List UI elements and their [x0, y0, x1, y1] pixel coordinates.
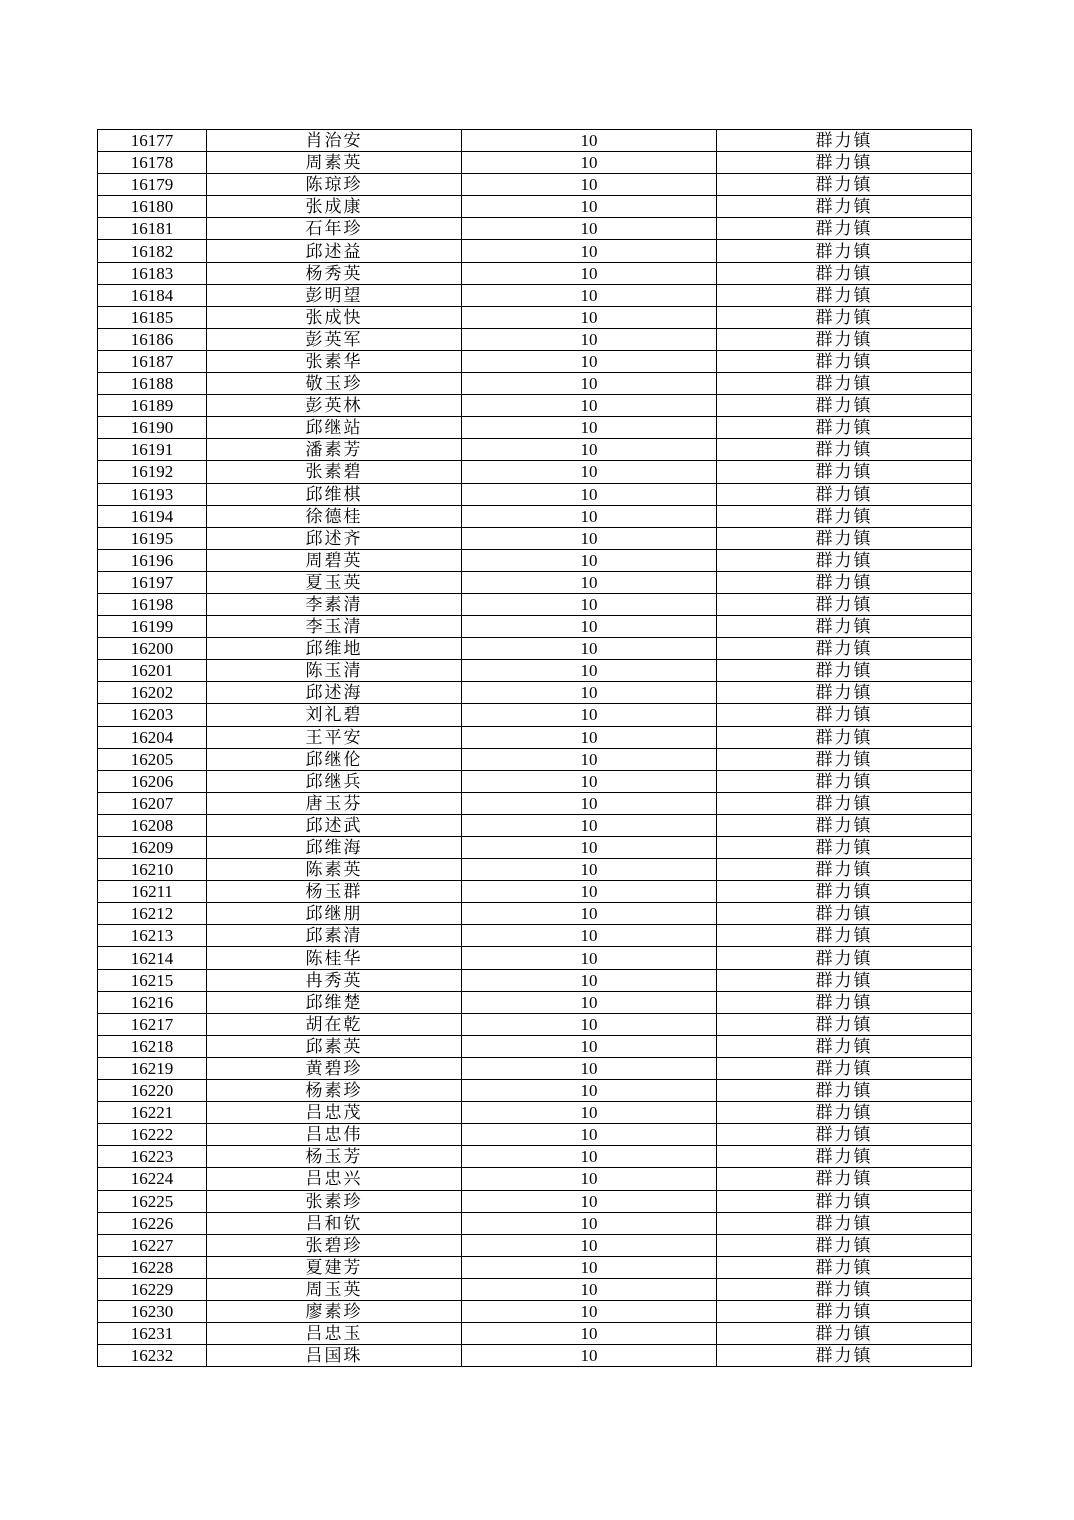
- row-id-cell: 16206: [98, 770, 207, 792]
- name-cell: 周碧英: [207, 549, 462, 571]
- name-cell: 邱继兵: [207, 770, 462, 792]
- name-cell: 吕忠茂: [207, 1102, 462, 1124]
- town-cell: 群力镇: [717, 814, 972, 836]
- table-row: [98, 1345, 972, 1367]
- row-id-cell: 16219: [98, 1057, 207, 1079]
- table-row: [98, 549, 972, 571]
- row-id-cell: 16226: [98, 1212, 207, 1234]
- table-row: [98, 660, 972, 682]
- amount-cell: 10: [462, 549, 717, 571]
- row-id-cell: 16185: [98, 306, 207, 328]
- town-cell: 群力镇: [717, 373, 972, 395]
- name-cell: 张碧珍: [207, 1234, 462, 1256]
- table-row: [98, 439, 972, 461]
- name-cell: 黄碧珍: [207, 1057, 462, 1079]
- amount-cell: 10: [462, 1190, 717, 1212]
- town-cell: 群力镇: [717, 174, 972, 196]
- town-cell: 群力镇: [717, 969, 972, 991]
- amount-cell: 10: [462, 571, 717, 593]
- name-cell: 夏玉英: [207, 571, 462, 593]
- amount-cell: 10: [462, 395, 717, 417]
- name-cell: 邱继站: [207, 417, 462, 439]
- row-id-cell: 16181: [98, 218, 207, 240]
- row-id-cell: 16207: [98, 792, 207, 814]
- name-cell: 邱继伦: [207, 748, 462, 770]
- row-id-cell: 16198: [98, 593, 207, 615]
- amount-cell: 10: [462, 638, 717, 660]
- town-cell: 群力镇: [717, 483, 972, 505]
- row-id-cell: 16209: [98, 837, 207, 859]
- table-row: [98, 638, 972, 660]
- table-row: [98, 881, 972, 903]
- amount-cell: 10: [462, 373, 717, 395]
- town-cell: 群力镇: [717, 1323, 972, 1345]
- table-row: [98, 1212, 972, 1234]
- row-id-cell: 16189: [98, 395, 207, 417]
- row-id-cell: 16212: [98, 903, 207, 925]
- amount-cell: 10: [462, 925, 717, 947]
- amount-cell: 10: [462, 859, 717, 881]
- town-cell: 群力镇: [717, 704, 972, 726]
- amount-cell: 10: [462, 1345, 717, 1367]
- town-cell: 群力镇: [717, 152, 972, 174]
- amount-cell: 10: [462, 1124, 717, 1146]
- name-cell: 李素清: [207, 593, 462, 615]
- table-row: [98, 991, 972, 1013]
- row-id-cell: 16192: [98, 461, 207, 483]
- row-id-cell: 16187: [98, 350, 207, 372]
- row-id-cell: 16227: [98, 1234, 207, 1256]
- table-row: [98, 770, 972, 792]
- table-row: [98, 1234, 972, 1256]
- town-cell: 群力镇: [717, 130, 972, 152]
- name-cell: 胡在乾: [207, 1013, 462, 1035]
- table-row: [98, 417, 972, 439]
- name-cell: 张素碧: [207, 461, 462, 483]
- name-cell: 陈玉清: [207, 660, 462, 682]
- row-id-cell: 16188: [98, 373, 207, 395]
- name-cell: 唐玉芬: [207, 792, 462, 814]
- name-cell: 廖素珍: [207, 1300, 462, 1322]
- amount-cell: 10: [462, 483, 717, 505]
- town-cell: 群力镇: [717, 1102, 972, 1124]
- row-id-cell: 16228: [98, 1256, 207, 1278]
- amount-cell: 10: [462, 328, 717, 350]
- town-cell: 群力镇: [717, 439, 972, 461]
- row-id-cell: 16222: [98, 1124, 207, 1146]
- amount-cell: 10: [462, 1080, 717, 1102]
- name-cell: 陈素英: [207, 859, 462, 881]
- name-cell: 邱维棋: [207, 483, 462, 505]
- table-row: [98, 1323, 972, 1345]
- name-cell: 邱素清: [207, 925, 462, 947]
- table-row: [98, 1278, 972, 1300]
- row-id-cell: 16197: [98, 571, 207, 593]
- row-id-cell: 16190: [98, 417, 207, 439]
- town-cell: 群力镇: [717, 881, 972, 903]
- name-cell: 吕忠兴: [207, 1168, 462, 1190]
- table-row: [98, 350, 972, 372]
- row-id-cell: 16213: [98, 925, 207, 947]
- table-row: [98, 1080, 972, 1102]
- table-row: [98, 130, 972, 152]
- name-cell: 邱维楚: [207, 991, 462, 1013]
- name-cell: 邱维海: [207, 837, 462, 859]
- amount-cell: 10: [462, 593, 717, 615]
- town-cell: 群力镇: [717, 328, 972, 350]
- row-id-cell: 16200: [98, 638, 207, 660]
- table-body: [98, 130, 972, 1367]
- amount-cell: 10: [462, 262, 717, 284]
- amount-cell: 10: [462, 1256, 717, 1278]
- table-row: [98, 837, 972, 859]
- amount-cell: 10: [462, 218, 717, 240]
- table-row: [98, 1168, 972, 1190]
- table-row: [98, 859, 972, 881]
- name-cell: 邱维地: [207, 638, 462, 660]
- row-id-cell: 16178: [98, 152, 207, 174]
- row-id-cell: 16205: [98, 748, 207, 770]
- name-cell: 夏建芳: [207, 1256, 462, 1278]
- table-row: [98, 903, 972, 925]
- town-cell: 群力镇: [717, 240, 972, 262]
- amount-cell: 10: [462, 704, 717, 726]
- row-id-cell: 16177: [98, 130, 207, 152]
- amount-cell: 10: [462, 284, 717, 306]
- town-cell: 群力镇: [717, 1013, 972, 1035]
- amount-cell: 10: [462, 969, 717, 991]
- amount-cell: 10: [462, 1146, 717, 1168]
- table-row: [98, 152, 972, 174]
- amount-cell: 10: [462, 770, 717, 792]
- row-id-cell: 16193: [98, 483, 207, 505]
- row-id-cell: 16210: [98, 859, 207, 881]
- town-cell: 群力镇: [717, 350, 972, 372]
- row-id-cell: 16225: [98, 1190, 207, 1212]
- table-row: [98, 682, 972, 704]
- row-id-cell: 16221: [98, 1102, 207, 1124]
- table-row: [98, 240, 972, 262]
- name-cell: 杨玉群: [207, 881, 462, 903]
- name-cell: 陈桂华: [207, 947, 462, 969]
- table-row: [98, 505, 972, 527]
- name-cell: 杨素珍: [207, 1080, 462, 1102]
- amount-cell: 10: [462, 1212, 717, 1234]
- name-cell: 杨玉芳: [207, 1146, 462, 1168]
- amount-cell: 10: [462, 1234, 717, 1256]
- row-id-cell: 16214: [98, 947, 207, 969]
- row-id-cell: 16232: [98, 1345, 207, 1367]
- town-cell: 群力镇: [717, 505, 972, 527]
- name-cell: 邱继朋: [207, 903, 462, 925]
- row-id-cell: 16203: [98, 704, 207, 726]
- table-row: [98, 306, 972, 328]
- amount-cell: 10: [462, 1057, 717, 1079]
- row-id-cell: 16224: [98, 1168, 207, 1190]
- amount-cell: 10: [462, 1323, 717, 1345]
- amount-cell: 10: [462, 837, 717, 859]
- name-cell: 吕和钦: [207, 1212, 462, 1234]
- row-id-cell: 16204: [98, 726, 207, 748]
- row-id-cell: 16186: [98, 328, 207, 350]
- amount-cell: 10: [462, 1102, 717, 1124]
- town-cell: 群力镇: [717, 549, 972, 571]
- name-cell: 张成康: [207, 196, 462, 218]
- amount-cell: 10: [462, 417, 717, 439]
- town-cell: 群力镇: [717, 947, 972, 969]
- row-id-cell: 16182: [98, 240, 207, 262]
- table-row: [98, 262, 972, 284]
- town-cell: 群力镇: [717, 417, 972, 439]
- row-id-cell: 16208: [98, 814, 207, 836]
- town-cell: 群力镇: [717, 682, 972, 704]
- town-cell: 群力镇: [717, 903, 972, 925]
- town-cell: 群力镇: [717, 262, 972, 284]
- row-id-cell: 16180: [98, 196, 207, 218]
- data-table: [97, 129, 972, 1367]
- row-id-cell: 16199: [98, 616, 207, 638]
- name-cell: 冉秀英: [207, 969, 462, 991]
- town-cell: 群力镇: [717, 1080, 972, 1102]
- name-cell: 吕国珠: [207, 1345, 462, 1367]
- row-id-cell: 16195: [98, 527, 207, 549]
- amount-cell: 10: [462, 1300, 717, 1322]
- town-cell: 群力镇: [717, 1256, 972, 1278]
- name-cell: 杨秀英: [207, 262, 462, 284]
- town-cell: 群力镇: [717, 726, 972, 748]
- amount-cell: 10: [462, 240, 717, 262]
- name-cell: 彭英林: [207, 395, 462, 417]
- table-row: [98, 969, 972, 991]
- row-id-cell: 16211: [98, 881, 207, 903]
- name-cell: 潘素芳: [207, 439, 462, 461]
- town-cell: 群力镇: [717, 571, 972, 593]
- amount-cell: 10: [462, 726, 717, 748]
- name-cell: 邱述武: [207, 814, 462, 836]
- town-cell: 群力镇: [717, 837, 972, 859]
- amount-cell: 10: [462, 130, 717, 152]
- row-id-cell: 16217: [98, 1013, 207, 1035]
- town-cell: 群力镇: [717, 616, 972, 638]
- row-id-cell: 16191: [98, 439, 207, 461]
- amount-cell: 10: [462, 350, 717, 372]
- table-row: [98, 328, 972, 350]
- town-cell: 群力镇: [717, 638, 972, 660]
- table-row: [98, 461, 972, 483]
- table-row: [98, 925, 972, 947]
- amount-cell: 10: [462, 1013, 717, 1035]
- table-row: [98, 704, 972, 726]
- amount-cell: 10: [462, 903, 717, 925]
- table-row: [98, 1124, 972, 1146]
- town-cell: 群力镇: [717, 1190, 972, 1212]
- amount-cell: 10: [462, 306, 717, 328]
- town-cell: 群力镇: [717, 748, 972, 770]
- name-cell: 吕忠玉: [207, 1323, 462, 1345]
- row-id-cell: 16194: [98, 505, 207, 527]
- amount-cell: 10: [462, 991, 717, 1013]
- amount-cell: 10: [462, 947, 717, 969]
- name-cell: 张成快: [207, 306, 462, 328]
- row-id-cell: 16196: [98, 549, 207, 571]
- table-row: [98, 373, 972, 395]
- table-row: [98, 1190, 972, 1212]
- table-row: [98, 616, 972, 638]
- table-row: [98, 593, 972, 615]
- town-cell: 群力镇: [717, 859, 972, 881]
- row-id-cell: 16183: [98, 262, 207, 284]
- row-id-cell: 16184: [98, 284, 207, 306]
- name-cell: 邱素英: [207, 1035, 462, 1057]
- table-row: [98, 174, 972, 196]
- name-cell: 陈琼珍: [207, 174, 462, 196]
- town-cell: 群力镇: [717, 792, 972, 814]
- row-id-cell: 16179: [98, 174, 207, 196]
- name-cell: 张素华: [207, 350, 462, 372]
- name-cell: 邱述齐: [207, 527, 462, 549]
- town-cell: 群力镇: [717, 1057, 972, 1079]
- amount-cell: 10: [462, 1035, 717, 1057]
- table-row: [98, 947, 972, 969]
- name-cell: 周素英: [207, 152, 462, 174]
- name-cell: 王平安: [207, 726, 462, 748]
- town-cell: 群力镇: [717, 196, 972, 218]
- row-id-cell: 16202: [98, 682, 207, 704]
- row-id-cell: 16218: [98, 1035, 207, 1057]
- town-cell: 群力镇: [717, 218, 972, 240]
- name-cell: 肖治安: [207, 130, 462, 152]
- amount-cell: 10: [462, 682, 717, 704]
- row-id-cell: 16231: [98, 1323, 207, 1345]
- table-row: [98, 1013, 972, 1035]
- table-row: [98, 748, 972, 770]
- table-row: [98, 527, 972, 549]
- amount-cell: 10: [462, 748, 717, 770]
- row-id-cell: 16220: [98, 1080, 207, 1102]
- amount-cell: 10: [462, 616, 717, 638]
- name-cell: 刘礼碧: [207, 704, 462, 726]
- amount-cell: 10: [462, 461, 717, 483]
- table-row: [98, 218, 972, 240]
- table-row: [98, 395, 972, 417]
- name-cell: 张素珍: [207, 1190, 462, 1212]
- name-cell: 周玉英: [207, 1278, 462, 1300]
- amount-cell: 10: [462, 660, 717, 682]
- table-row: [98, 726, 972, 748]
- table-row: [98, 1035, 972, 1057]
- amount-cell: 10: [462, 814, 717, 836]
- town-cell: 群力镇: [717, 1035, 972, 1057]
- name-cell: 邱述海: [207, 682, 462, 704]
- amount-cell: 10: [462, 505, 717, 527]
- town-cell: 群力镇: [717, 284, 972, 306]
- town-cell: 群力镇: [717, 1124, 972, 1146]
- name-cell: 吕忠伟: [207, 1124, 462, 1146]
- town-cell: 群力镇: [717, 527, 972, 549]
- table-row: [98, 1300, 972, 1322]
- town-cell: 群力镇: [717, 1168, 972, 1190]
- row-id-cell: 16229: [98, 1278, 207, 1300]
- table-row: [98, 1102, 972, 1124]
- amount-cell: 10: [462, 881, 717, 903]
- name-cell: 敬玉珍: [207, 373, 462, 395]
- town-cell: 群力镇: [717, 991, 972, 1013]
- amount-cell: 10: [462, 1168, 717, 1190]
- name-cell: 李玉清: [207, 616, 462, 638]
- town-cell: 群力镇: [717, 306, 972, 328]
- amount-cell: 10: [462, 174, 717, 196]
- name-cell: 彭明望: [207, 284, 462, 306]
- town-cell: 群力镇: [717, 461, 972, 483]
- town-cell: 群力镇: [717, 1212, 972, 1234]
- amount-cell: 10: [462, 152, 717, 174]
- town-cell: 群力镇: [717, 660, 972, 682]
- amount-cell: 10: [462, 1278, 717, 1300]
- row-id-cell: 16230: [98, 1300, 207, 1322]
- town-cell: 群力镇: [717, 1300, 972, 1322]
- name-cell: 邱述益: [207, 240, 462, 262]
- table-row: [98, 814, 972, 836]
- table-row: [98, 483, 972, 505]
- row-id-cell: 16201: [98, 660, 207, 682]
- table-row: [98, 1057, 972, 1079]
- name-cell: 彭英军: [207, 328, 462, 350]
- row-id-cell: 16215: [98, 969, 207, 991]
- town-cell: 群力镇: [717, 1146, 972, 1168]
- town-cell: 群力镇: [717, 1234, 972, 1256]
- table-row: [98, 196, 972, 218]
- name-cell: 石年珍: [207, 218, 462, 240]
- town-cell: 群力镇: [717, 925, 972, 947]
- town-cell: 群力镇: [717, 1278, 972, 1300]
- row-id-cell: 16223: [98, 1146, 207, 1168]
- amount-cell: 10: [462, 527, 717, 549]
- table-row: [98, 284, 972, 306]
- table-row: [98, 1146, 972, 1168]
- name-cell: 徐德桂: [207, 505, 462, 527]
- table-row: [98, 1256, 972, 1278]
- amount-cell: 10: [462, 439, 717, 461]
- town-cell: 群力镇: [717, 770, 972, 792]
- row-id-cell: 16216: [98, 991, 207, 1013]
- table-row: [98, 571, 972, 593]
- town-cell: 群力镇: [717, 1345, 972, 1367]
- table-row: [98, 792, 972, 814]
- amount-cell: 10: [462, 792, 717, 814]
- amount-cell: 10: [462, 196, 717, 218]
- town-cell: 群力镇: [717, 395, 972, 417]
- town-cell: 群力镇: [717, 593, 972, 615]
